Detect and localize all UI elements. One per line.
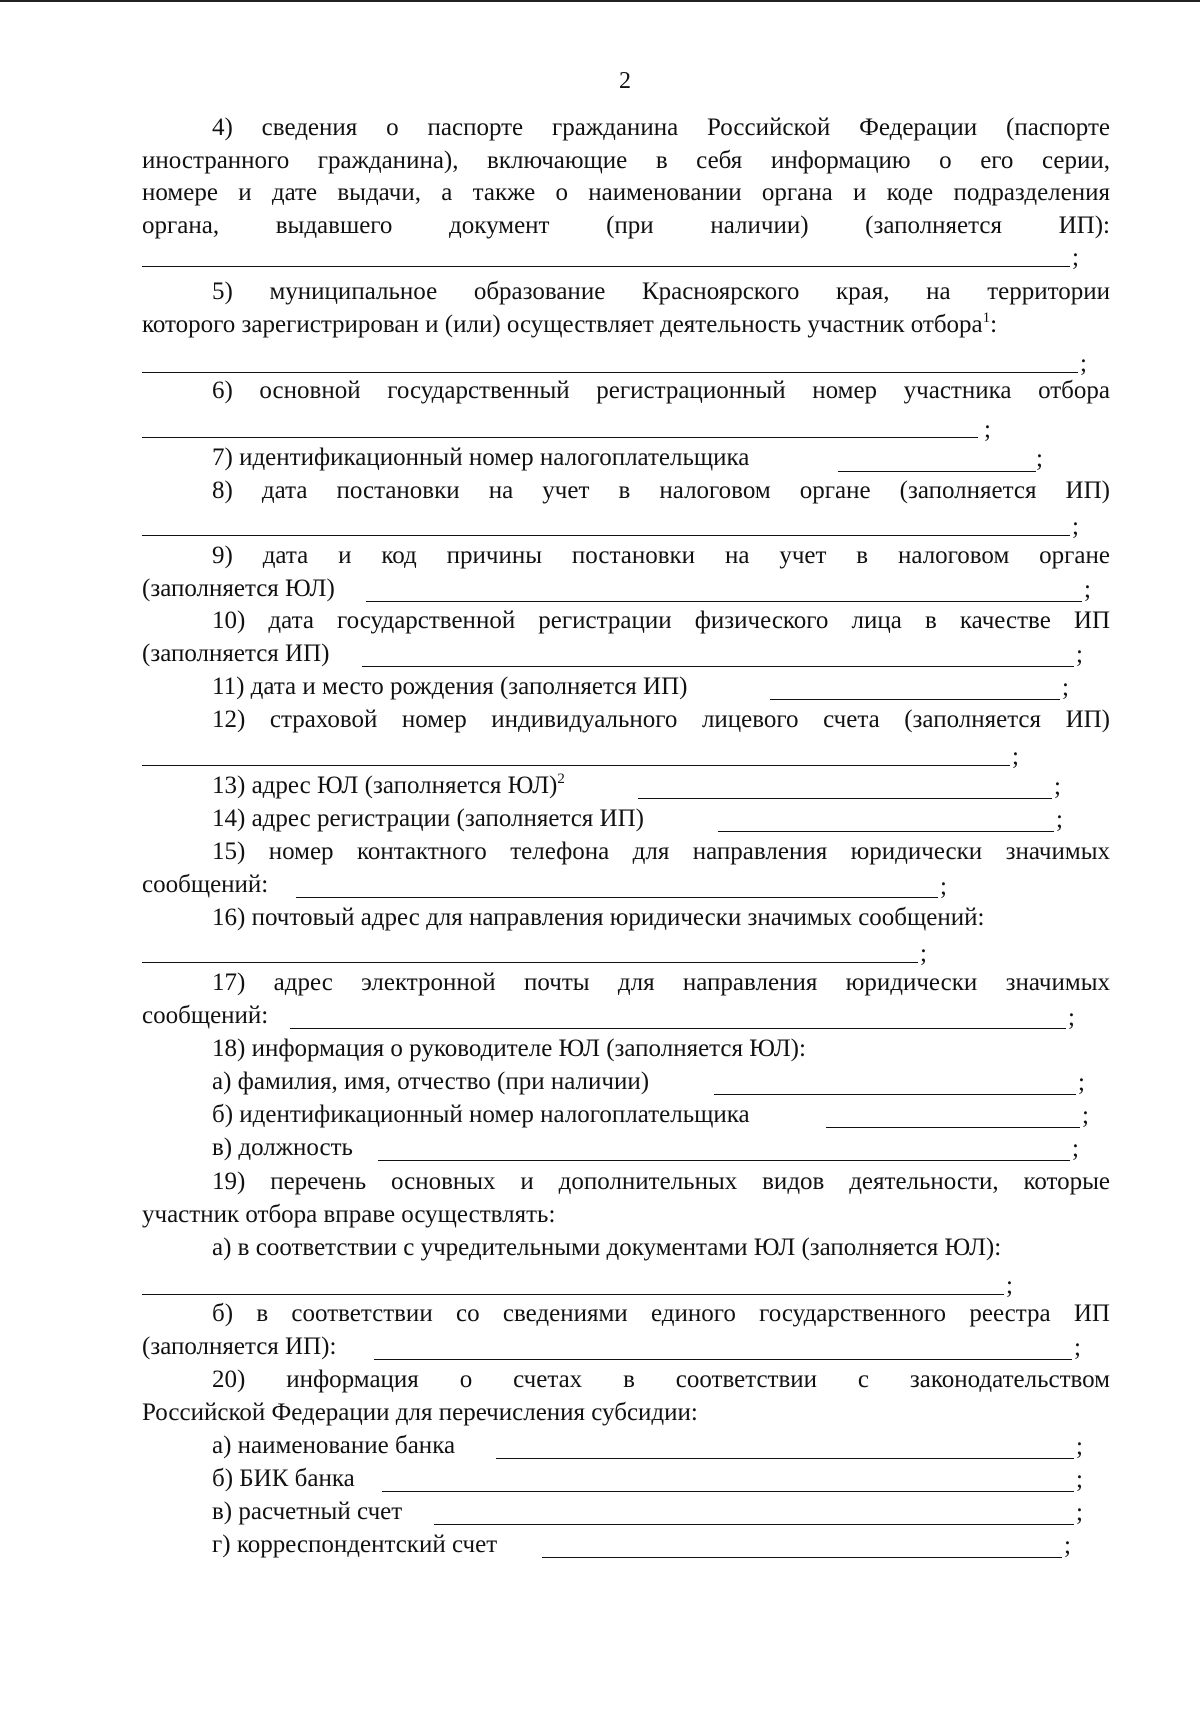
item-18a-blank[interactable] bbox=[714, 1094, 1076, 1095]
item-20a-line: а) наименование банка bbox=[212, 1432, 456, 1459]
item-9-line-2: (заполняется ЮЛ) bbox=[142, 575, 335, 602]
item-9-semicolon: ; bbox=[1084, 576, 1091, 603]
item-5-line-2-text: которого зарегистрирован и (или) осуществляет деятельность участник отбора bbox=[142, 311, 983, 338]
item-4-line-2: иностранного гражданина), включающие в себя информацию о его серии, bbox=[142, 147, 1110, 174]
item-10-blank[interactable] bbox=[362, 666, 1074, 667]
item-15-line-2: сообщений: bbox=[142, 871, 269, 898]
item-12-line-1: 12) страховой номер индивидуального лицевого счета (заполняется ИП) bbox=[212, 706, 1110, 733]
item-4-semicolon: ; bbox=[1072, 244, 1079, 271]
item-10-line-1: 10) дата государственной регистрации физического лица в качестве ИП bbox=[212, 607, 1110, 634]
item-13-semicolon: ; bbox=[1054, 773, 1061, 800]
item-18a-line: а) фамилия, имя, отчество (при наличии) bbox=[212, 1068, 650, 1095]
item-20d-line: г) корреспондентский счет bbox=[212, 1531, 498, 1558]
item-20d-blank[interactable] bbox=[542, 1557, 1062, 1558]
item-5-blank[interactable] bbox=[142, 372, 1078, 373]
item-17-blank[interactable] bbox=[290, 1028, 1066, 1029]
item-17-semicolon: ; bbox=[1068, 1004, 1075, 1031]
footnote-1-marker: 1 bbox=[982, 310, 991, 326]
item-17-line-2: сообщений: bbox=[142, 1002, 269, 1029]
item-20-line-1: 20) информация о счетах в соответствии с законодательством bbox=[212, 1366, 1110, 1393]
item-16-line-1: 16) почтовый адрес для направления юридически значимых сообщений: bbox=[212, 904, 985, 931]
footnote-2-marker: 2 bbox=[557, 771, 565, 787]
item-20d-semicolon: ; bbox=[1064, 1532, 1071, 1559]
item-5-line-2 bbox=[142, 309, 997, 341]
item-15-semicolon: ; bbox=[940, 873, 947, 900]
item-7-semicolon: ; bbox=[1036, 445, 1043, 472]
item-8-semicolon: ; bbox=[1072, 513, 1079, 540]
item-8-line-1: 8) дата постановки на учет в налоговом органе (заполняется ИП) bbox=[212, 477, 1110, 504]
item-19a-blank[interactable] bbox=[142, 1294, 1004, 1295]
item-5-semicolon: ; bbox=[1080, 350, 1087, 377]
item-20b-blank[interactable] bbox=[382, 1491, 1074, 1492]
item-13-blank[interactable] bbox=[638, 798, 1052, 799]
item-9-blank[interactable] bbox=[366, 601, 1082, 602]
item-9-line-1: 9) дата и код причины постановки на учет в налоговом органе bbox=[212, 542, 1110, 569]
item-20a-blank[interactable] bbox=[496, 1458, 1074, 1459]
item-18-line: 18) информация о руководителе ЮЛ (заполняется ЮЛ): bbox=[212, 1035, 806, 1062]
page-top-border bbox=[0, 0, 1200, 2]
item-4-blank[interactable] bbox=[142, 266, 1070, 267]
item-8-blank[interactable] bbox=[142, 535, 1070, 536]
item-19-line-1: 19) перечень основных и дополнительных видов деятельности, которые bbox=[212, 1168, 1110, 1195]
item-20a-semicolon: ; bbox=[1076, 1433, 1083, 1460]
item-12-blank[interactable] bbox=[142, 765, 1010, 766]
item-18c-line: в) должность bbox=[212, 1134, 353, 1161]
item-19b-semicolon: ; bbox=[1074, 1334, 1081, 1361]
item-14-blank[interactable] bbox=[718, 831, 1054, 832]
item-18a-semicolon: ; bbox=[1078, 1069, 1085, 1096]
item-4-line-3: номере и дате выдачи, а также о наименовании органа и коде подразделения bbox=[142, 179, 1110, 206]
item-11-semicolon: ; bbox=[1062, 674, 1069, 701]
page-number: 2 bbox=[619, 68, 631, 94]
item-16-blank[interactable] bbox=[142, 962, 918, 963]
item-6-blank[interactable] bbox=[142, 437, 978, 438]
item-11-blank[interactable] bbox=[770, 699, 1060, 700]
item-20-line-2: Российской Федерации для перечисления субсидии: bbox=[142, 1399, 698, 1426]
item-14-semicolon: ; bbox=[1056, 806, 1063, 833]
item-5-line-1: 5) муниципальное образование Красноярского края, на территории bbox=[212, 278, 1110, 305]
item-13-line bbox=[212, 770, 565, 802]
item-19b-line-1: б) в соответствии со сведениями единого государственного реестра ИП bbox=[212, 1300, 1110, 1327]
item-18c-semicolon: ; bbox=[1072, 1135, 1079, 1162]
item-19b-line-2: (заполняется ИП): bbox=[142, 1333, 337, 1360]
item-20c-semicolon: ; bbox=[1076, 1499, 1083, 1526]
item-18b-line: б) идентификационный номер налогоплательщика bbox=[212, 1101, 750, 1128]
item-4-line-4: органа, выдавшего документ (при наличии) (заполняется ИП): bbox=[142, 212, 1110, 239]
item-18b-blank[interactable] bbox=[826, 1127, 1080, 1128]
item-16-semicolon: ; bbox=[920, 940, 927, 967]
item-20b-line: б) БИК банка bbox=[212, 1465, 355, 1492]
item-20b-semicolon: ; bbox=[1076, 1466, 1083, 1493]
item-15-line-1: 15) номер контактного телефона для направления юридически значимых bbox=[212, 838, 1110, 865]
item-17-line-1: 17) адрес электронной почты для направления юридически значимых bbox=[212, 969, 1110, 996]
item-18c-blank[interactable] bbox=[378, 1160, 1070, 1161]
item-13-text: 13) адрес ЮЛ (заполняется ЮЛ) bbox=[212, 772, 558, 799]
item-19b-blank[interactable] bbox=[374, 1359, 1072, 1360]
item-12-semicolon: ; bbox=[1012, 743, 1019, 770]
item-10-semicolon: ; bbox=[1076, 641, 1083, 668]
item-7-blank[interactable] bbox=[838, 471, 1036, 472]
item-5-colon: : bbox=[990, 311, 998, 338]
item-20c-blank[interactable] bbox=[434, 1524, 1074, 1525]
item-4-line-1: 4) сведения о паспорте гражданина Российской Федерации (паспорте bbox=[212, 114, 1110, 141]
item-18b-semicolon: ; bbox=[1082, 1102, 1089, 1129]
item-20c-line: в) расчетный счет bbox=[212, 1498, 403, 1525]
item-19a-semicolon: ; bbox=[1006, 1272, 1013, 1299]
item-19a-line: а) в соответствии с учредительными документами ЮЛ (заполняется ЮЛ): bbox=[212, 1234, 1002, 1261]
item-6-semicolon: ; bbox=[984, 416, 991, 443]
item-14-line: 14) адрес регистрации (заполняется ИП) bbox=[212, 805, 644, 832]
item-7-line: 7) идентификационный номер налогоплательщика bbox=[212, 444, 750, 471]
item-6-line-1: 6) основной государственный регистрационный номер участника отбора bbox=[212, 377, 1110, 404]
item-10-line-2: (заполняется ИП) bbox=[142, 640, 330, 667]
item-15-blank[interactable] bbox=[296, 897, 938, 898]
item-19-line-2: участник отбора вправе осуществлять: bbox=[142, 1201, 556, 1228]
item-11-line: 11) дата и место рождения (заполняется ИП) bbox=[212, 673, 688, 700]
